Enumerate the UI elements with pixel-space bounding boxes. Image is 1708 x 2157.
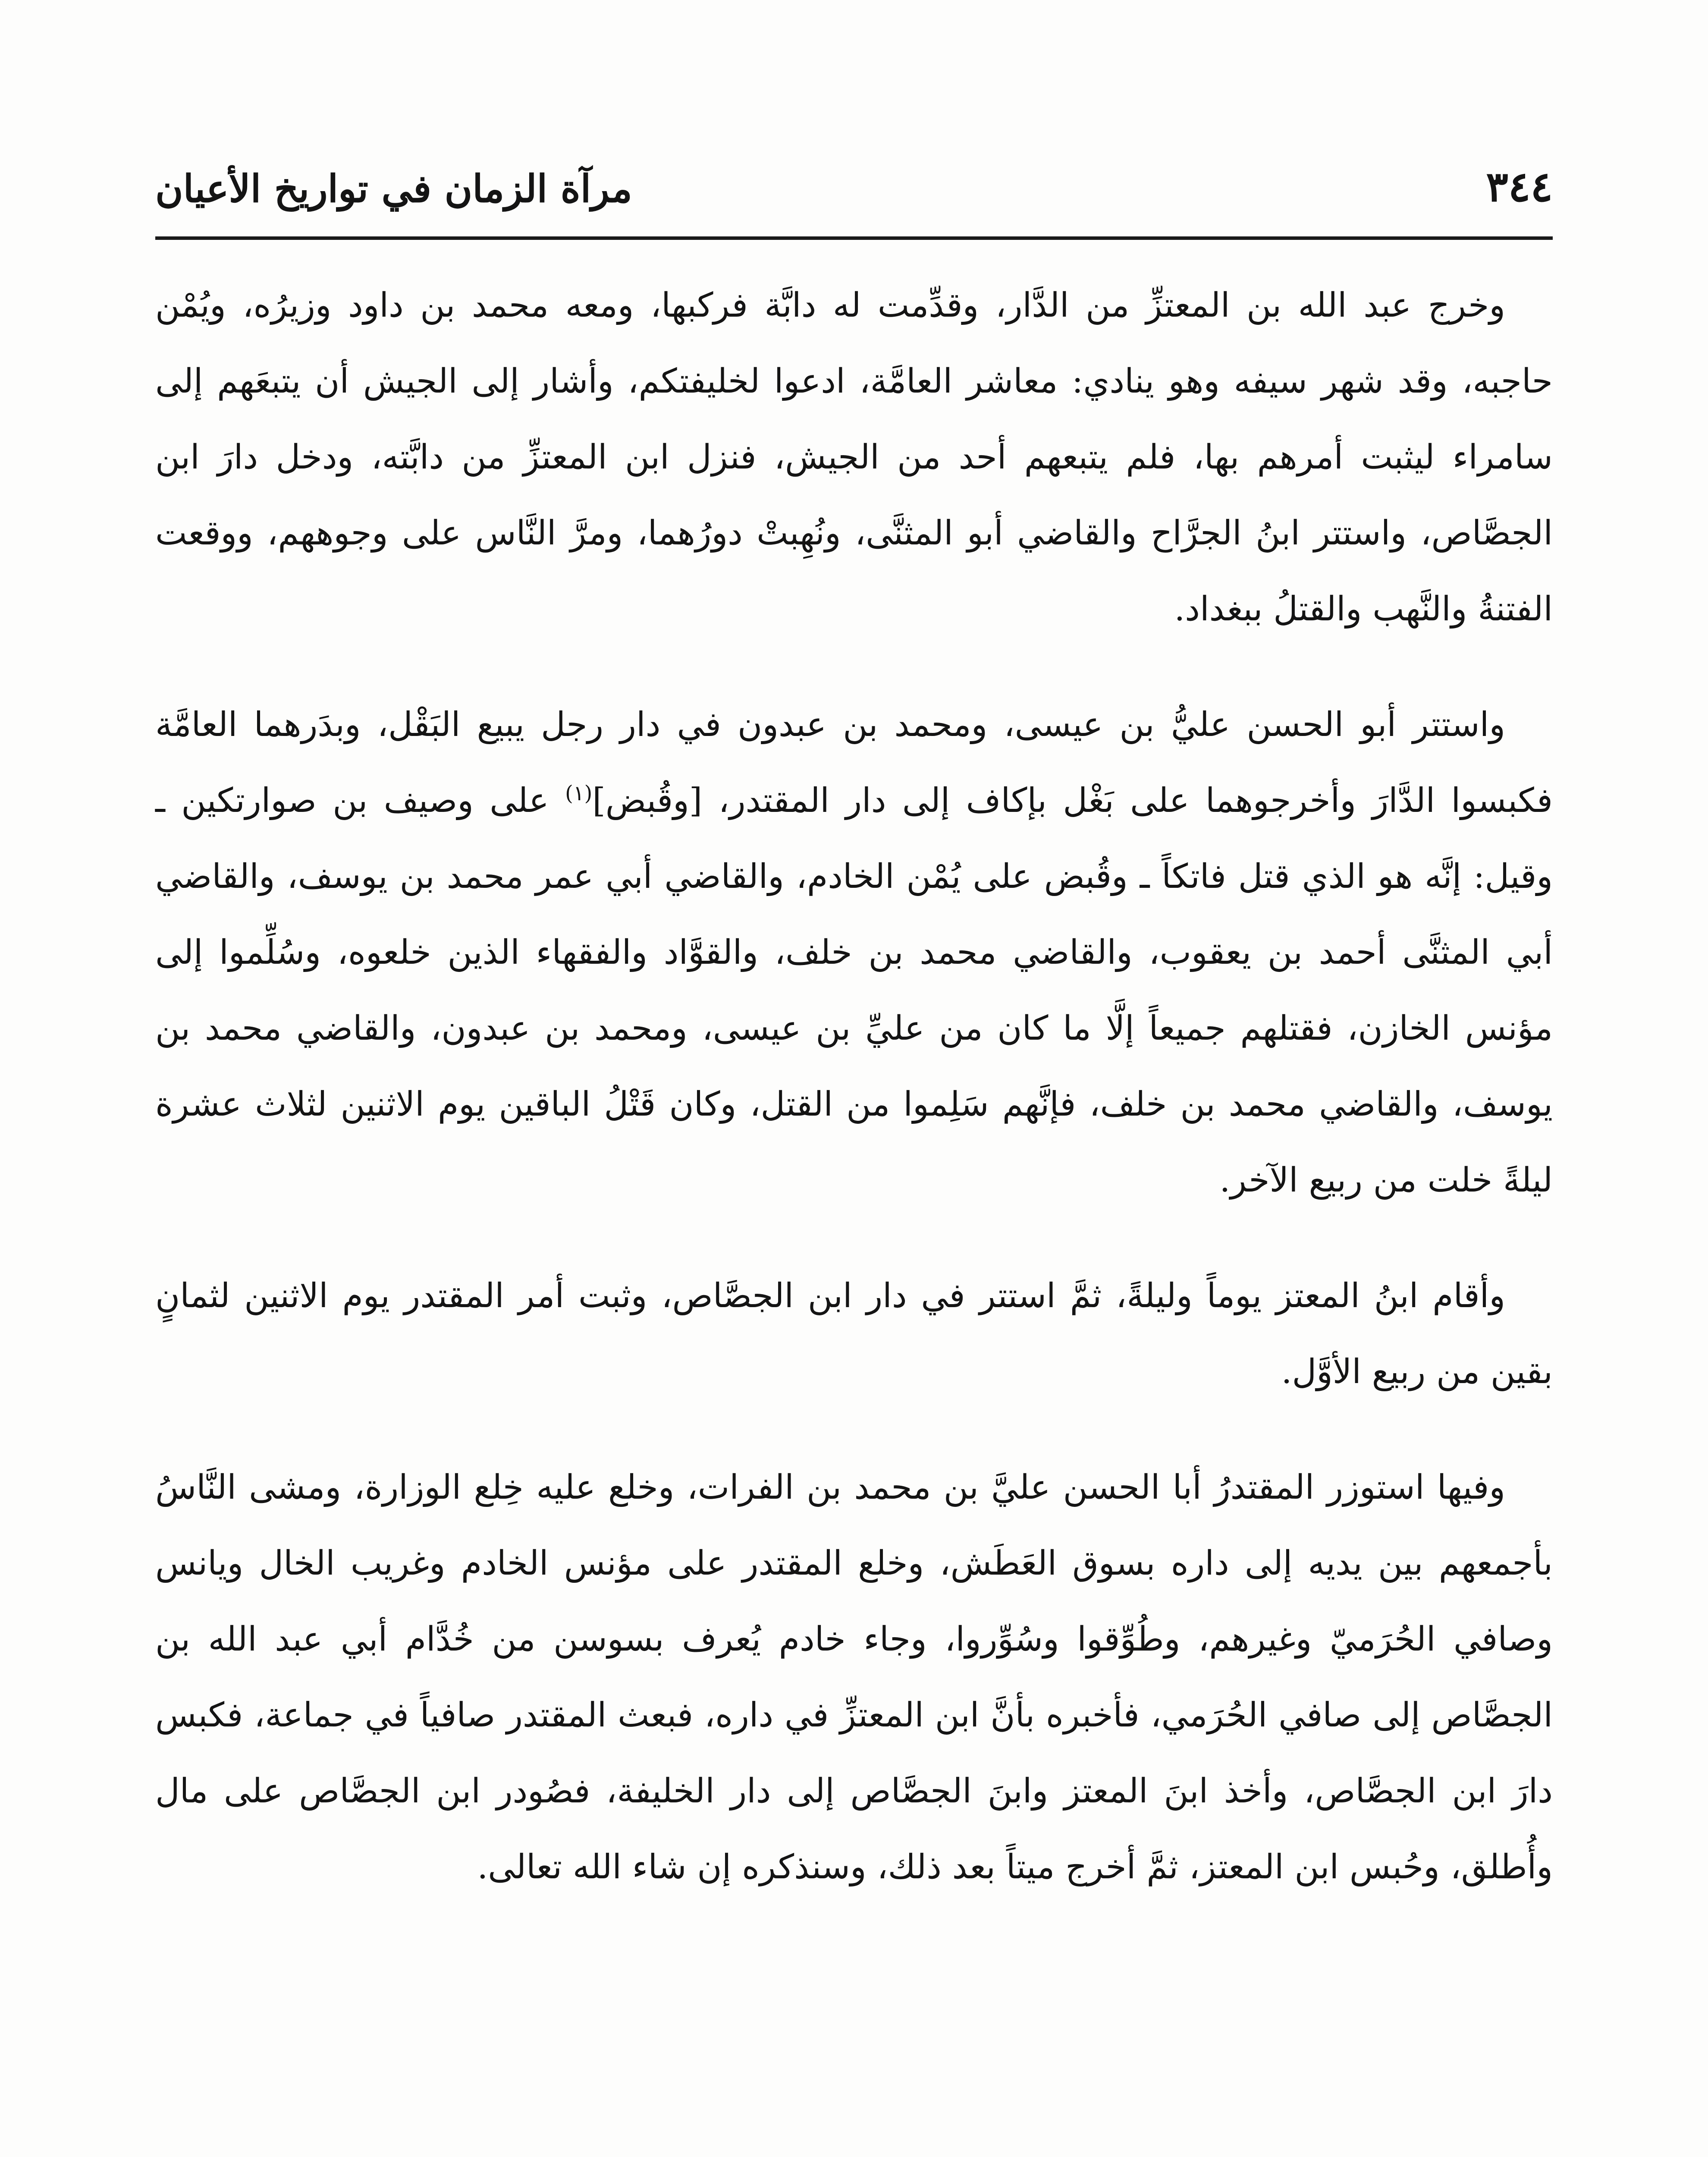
header-rule	[155, 236, 1553, 240]
paragraph	[155, 1450, 1553, 1905]
paragraph-text: واستتر أبو الحسن عليُّ بن عيسى، ومحمد بن عبدون في دار رجل يبيع البَقْل، وبدَرهما العامَّة فكبسوا الدَّارَ وأخرجوهما على بَغْل بإكاف إلى دار المقتدر، [وقُبض]	[155, 705, 1553, 820]
paragraph	[155, 267, 1553, 647]
paragraph	[155, 1258, 1553, 1410]
footnote-reference[interactable]: (١)	[565, 781, 593, 805]
paragraph-text: وفيها استوزر المقتدرُ أبا الحسن عليَّ بن محمد بن الفرات، وخلع عليه خِلع الوزارة، ومشى النَّاسُ بأجمعهم بين يديه إلى داره بسوق العَطَش، وخلع المقتدر على مؤنس الخادم وغريب الخال ويانس وصافي الحُرَميّ وغيرهم، وطُوِّقوا وسُوِّروا، وجاء خادم يُعرف بسوسن من خُدَّام أبي عبد الله بن الجصَّاص إلى صافي الحُرَمي، فأخبره بأنَّ ابن المعتزِّ في داره، فبعث المقتدر صافياً في جماعة، فكبس دارَ ابن الجصَّاص، وأخذ ابنَ المعتز وابنَ الجصَّاص إلى دار الخليفة، فصُودر ابن الجصَّاص على مال وأُطلق، وحُبس ابن المعتز، ثمَّ أخرج ميتاً بعد ذلك، وسنذكره إن شاء الله تعالى.	[155, 1468, 1553, 1887]
paragraph-text: وأقام ابنُ المعتز يوماً وليلةً، ثمَّ استتر في دار ابن الجصَّاص، وثبت أمر المقتدر يوم الاثنين لثمانٍ بقين من ربيع الأوَّل.	[155, 1277, 1553, 1391]
paragraph	[155, 687, 1553, 1218]
paragraph-text: وخرج عبد الله بن المعتزِّ من الدَّار، وقدِّمت له دابَّة فركبها، ومعه محمد بن داود وزيرُه، ويُمْن حاجبه، وقد شهر سيفه وهو ينادي: معاشر العامَّة، ادعوا لخليفتكم، وأشار إلى الجيش أن يتبعَهم إلى سامراء ليثبت أمرهم بها، فلم يتبعهم أحد من الجيش، فنزل ابن المعتزِّ من دابَّته، ودخل دارَ ابن الجصَّاص، واستتر ابنُ الجرَّاح والقاضي أبو المثنَّى، ونُهِبتْ دورُهما، ومرَّ النَّاس على وجوههم، ووقعت الفتنةُ والنَّهب والقتلُ ببغداد.	[155, 286, 1553, 629]
running-header	[155, 153, 1553, 218]
page-number: ٣٤٤	[1486, 162, 1553, 211]
main-text	[155, 267, 1553, 1945]
running-title: مرآة الزمان في تواريخ الأعيان	[155, 166, 632, 211]
paragraph-text: على وصيف بن صوارتكين ـ وقيل: إنَّه هو الذي قتل فاتكاً ـ وقُبض على يُمْن الخادم، والقاضي أبي عمر محمد بن يوسف، والقاضي أبي المثنَّى أحمد بن يعقوب، والقاضي محمد بن خلف، والقوَّاد والفقهاء الذين خلعوه، وسُلِّموا إلى مؤنس الخازن، فقتلهم جميعاً إلَّا ما كان من عليِّ بن عيسى، ومحمد بن عبدون، والقاضي محمد بن يوسف، والقاضي محمد بن خلف، فإنَّهم سَلِموا من القتل، وكان قَتْلُ الباقين يوم الاثنين لثلاث عشرة ليلةً خلت من ربيع الآخر.	[155, 781, 1553, 1200]
